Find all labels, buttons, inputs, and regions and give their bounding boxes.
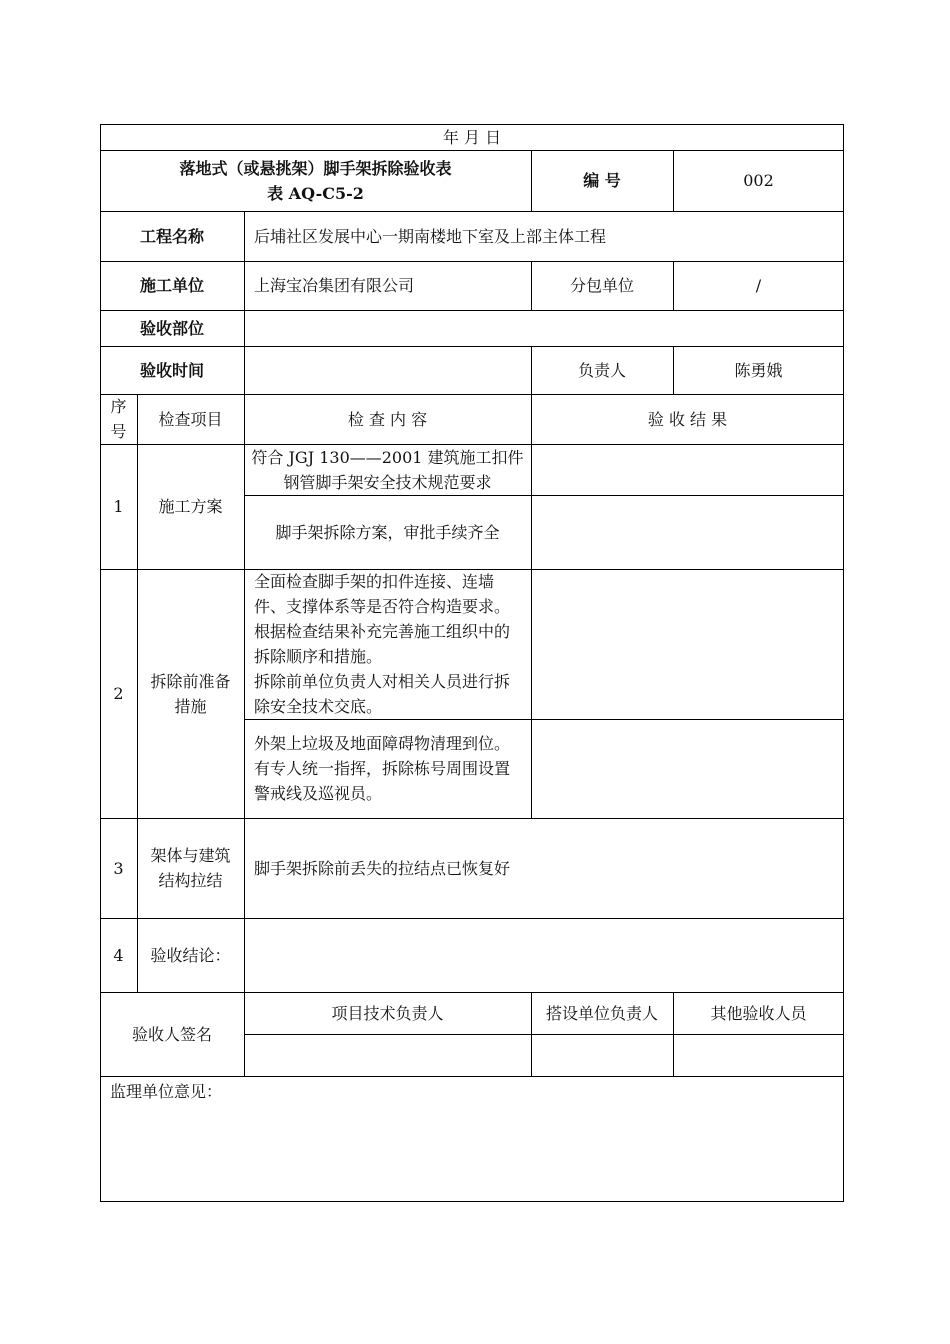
erector-lead-header: 搭设单位负责人 xyxy=(545,1003,658,1023)
conclusion-label: 验收结论： xyxy=(150,945,231,965)
form-title-main: 落地式（或悬挑架）脚手架拆除验收表 xyxy=(179,158,452,178)
column-header-result: 验 收 结 果 xyxy=(647,409,728,429)
check-content: 脚手架拆除方案，审批手续齐全 xyxy=(275,522,500,542)
responsible-value: 陈勇娥 xyxy=(734,360,783,380)
tech-lead-signature-field[interactable] xyxy=(244,1034,531,1076)
inspection-time-field[interactable] xyxy=(244,346,531,394)
responsible-label: 负责人 xyxy=(577,360,626,380)
inspection-part-field[interactable] xyxy=(244,310,844,346)
check-item: 拆除前准备 措施 xyxy=(150,671,231,716)
check-content: 符合 JGJ 130——2001 建筑施工扣件 钢管脚手架安全技术规范要求 xyxy=(251,447,524,492)
project-name-value: 后埔社区发展中心一期南楼地下室及上部主体工程 xyxy=(254,226,607,246)
rule xyxy=(100,1076,844,1077)
row-number: 4 xyxy=(113,945,124,965)
form-title xyxy=(100,150,531,211)
check-content: 脚手架拆除前丢失的拉结点已恢复好 xyxy=(254,858,511,878)
number-label: 编 号 xyxy=(583,171,621,190)
check-item: 施工方案 xyxy=(158,497,223,516)
row-number: 3 xyxy=(113,858,124,878)
supervision-label: 监理单位意见： xyxy=(110,1081,223,1101)
column-header-seq: 序 号 xyxy=(110,397,127,441)
form-code: 表 AQ-C5-2 xyxy=(267,183,364,203)
row-number: 2 xyxy=(113,684,124,703)
other-inspectors-signature-field[interactable] xyxy=(673,1034,844,1076)
check-item: 架体与建筑 结构拉结 xyxy=(150,846,231,890)
tech-lead-header: 项目技术负责人 xyxy=(331,1003,444,1023)
check-content: 全面检查脚手架的扣件连接、连墙 件、支撑体系等是否符合构造要求。 根据检查结果补充完善施工组织中的 拆除顺序和措施。 拆除前单位负责人对相关人员进行拆 除安全技术交底。 xyxy=(254,572,511,716)
column-header-content: 检 查 内 容 xyxy=(347,409,428,429)
contractor-label: 施工单位 xyxy=(139,276,204,295)
subcontractor-value: / xyxy=(755,276,762,295)
signature-label: 验收人签名 xyxy=(131,1024,212,1044)
number-value: 002 xyxy=(743,171,774,190)
result-field[interactable] xyxy=(531,495,844,569)
row-number: 1 xyxy=(113,497,124,516)
column-header-item: 检查项目 xyxy=(158,409,223,429)
project-name-label: 工程名称 xyxy=(139,226,204,246)
conclusion-field[interactable] xyxy=(244,918,844,992)
inspection-time-label: 验收时间 xyxy=(139,360,204,380)
result-field[interactable] xyxy=(531,569,844,719)
supervision-opinion-field[interactable] xyxy=(100,1104,844,1202)
erector-lead-signature-field[interactable] xyxy=(531,1034,673,1076)
result-field[interactable] xyxy=(531,719,844,818)
contractor-value: 上海宝冶集团有限公司 xyxy=(254,276,415,295)
date-line: 年 月 日 xyxy=(442,127,502,147)
inspection-part-label: 验收部位 xyxy=(139,318,204,338)
check-content: 外架上垃圾及地面障碍物清理到位。 有专人统一指挥，拆除栋号周围设置 警戒线及巡视员。 xyxy=(254,734,511,803)
subcontractor-label: 分包单位 xyxy=(569,276,634,295)
result-field[interactable] xyxy=(531,818,844,918)
result-field[interactable] xyxy=(531,444,844,495)
other-inspectors-header: 其他验收人员 xyxy=(710,1003,807,1023)
